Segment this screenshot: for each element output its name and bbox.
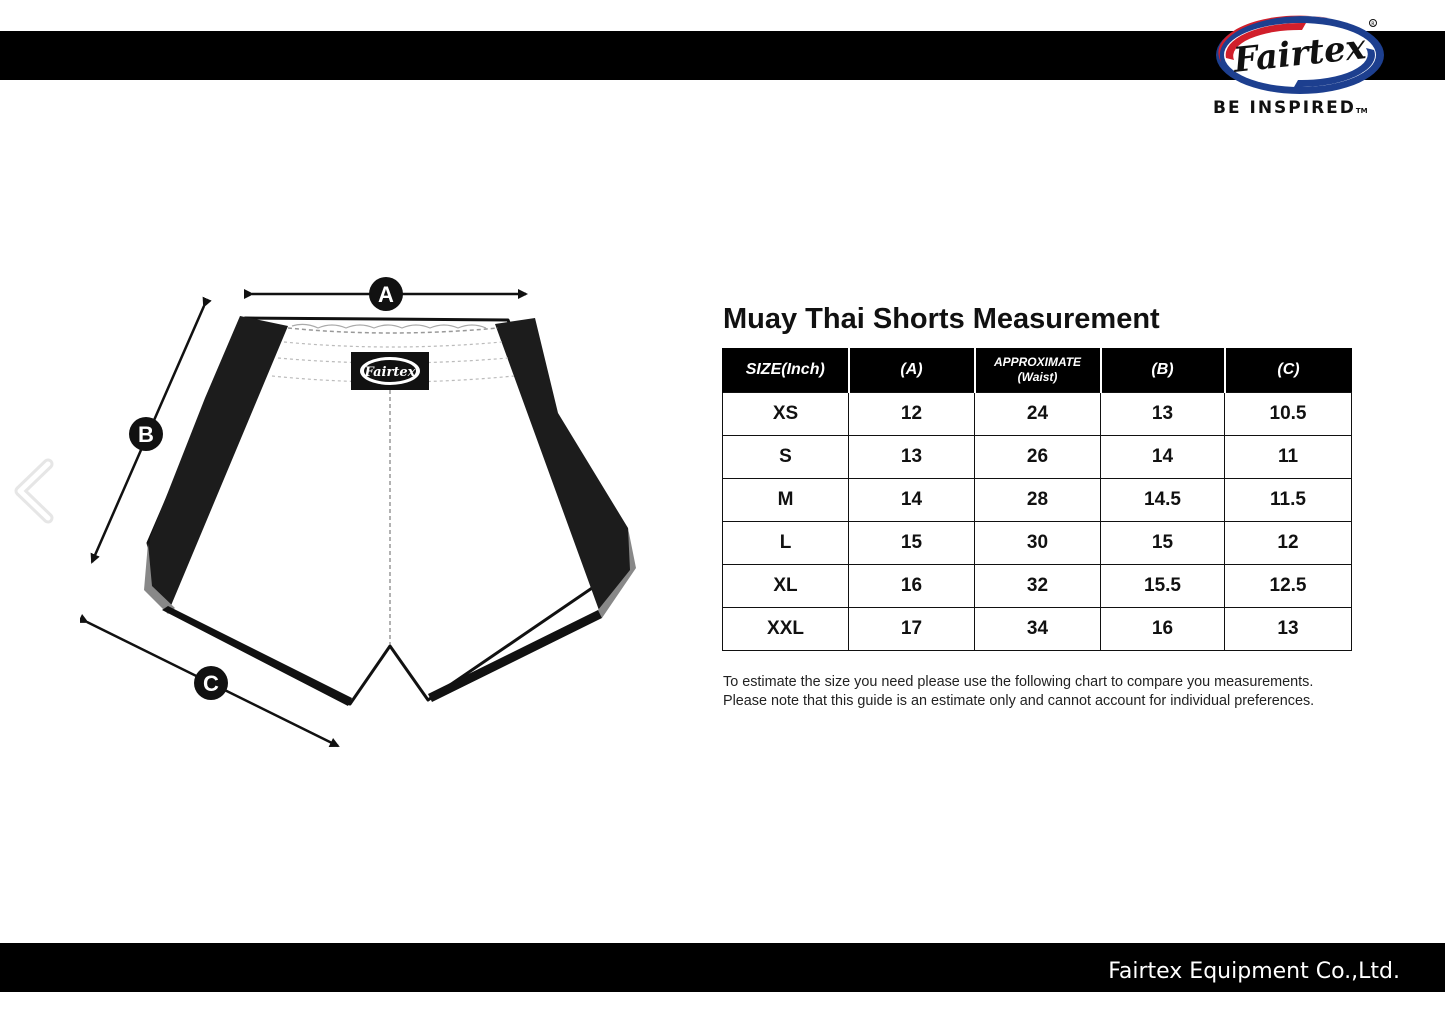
table-header-row <box>723 348 1352 393</box>
svg-text:R: R <box>1371 21 1375 28</box>
waist-cell: 34 <box>975 608 1101 651</box>
waist-cell: 26 <box>975 436 1101 479</box>
column-header-c: (C) <box>1225 348 1352 393</box>
size-cell: XXL <box>723 608 849 651</box>
dimension-a-label: A <box>378 282 394 307</box>
svg-text:Fairtex: Fairtex <box>364 365 416 380</box>
size-note <box>723 673 1363 711</box>
dimension-b-label: B <box>138 422 154 447</box>
b-cell: 14 <box>1101 436 1225 479</box>
previous-arrow-icon[interactable] <box>8 458 56 524</box>
size-table <box>722 348 1352 651</box>
c-cell: 10.5 <box>1225 393 1352 436</box>
size-cell: M <box>723 479 849 522</box>
a-cell: 14 <box>849 479 975 522</box>
a-cell: 17 <box>849 608 975 651</box>
a-cell: 16 <box>849 565 975 608</box>
waist-cell: 28 <box>975 479 1101 522</box>
table-row <box>723 436 1352 479</box>
b-cell: 14.5 <box>1101 479 1225 522</box>
column-header-b: (B) <box>1101 348 1225 393</box>
table-row <box>723 479 1352 522</box>
dimension-c-label: C <box>203 671 219 696</box>
waist-cell: 24 <box>975 393 1101 436</box>
table-row <box>723 608 1352 651</box>
b-cell: 15 <box>1101 522 1225 565</box>
a-cell: 13 <box>849 436 975 479</box>
c-cell: 12 <box>1225 522 1352 565</box>
tagline: BE INSPIREDTM <box>1213 98 1368 118</box>
chart-title: Muay Thai Shorts Measurement <box>723 303 1160 335</box>
b-cell: 13 <box>1101 393 1225 436</box>
table-row <box>723 522 1352 565</box>
c-cell: 13 <box>1225 608 1352 651</box>
size-cell: L <box>723 522 849 565</box>
size-cell: XL <box>723 565 849 608</box>
column-header-waist: APPROXIMATE (Waist) <box>975 348 1101 393</box>
waist-cell: 32 <box>975 565 1101 608</box>
shorts-measurement-diagram <box>80 268 660 758</box>
a-cell: 12 <box>849 393 975 436</box>
c-cell: 12.5 <box>1225 565 1352 608</box>
table-row <box>723 393 1352 436</box>
c-cell: 11.5 <box>1225 479 1352 522</box>
column-header-size: SIZE(Inch) <box>723 348 849 393</box>
a-cell: 15 <box>849 522 975 565</box>
company-name: Fairtex Equipment Co.,Ltd. <box>1108 959 1400 984</box>
note-line-1: To estimate the size you need please use the following chart to compare you measurements. <box>723 674 1314 690</box>
b-cell: 16 <box>1101 608 1225 651</box>
svg-text:Fairtex: Fairtex <box>1231 27 1368 81</box>
column-header-a: (A) <box>849 348 975 393</box>
size-cell: XS <box>723 393 849 436</box>
b-cell: 15.5 <box>1101 565 1225 608</box>
note-line-2: Please note that this guide is an estimate only and cannot account for individual preferences. <box>723 693 1315 709</box>
table-row <box>723 565 1352 608</box>
size-cell: S <box>723 436 849 479</box>
c-cell: 11 <box>1225 436 1352 479</box>
waist-cell: 30 <box>975 522 1101 565</box>
